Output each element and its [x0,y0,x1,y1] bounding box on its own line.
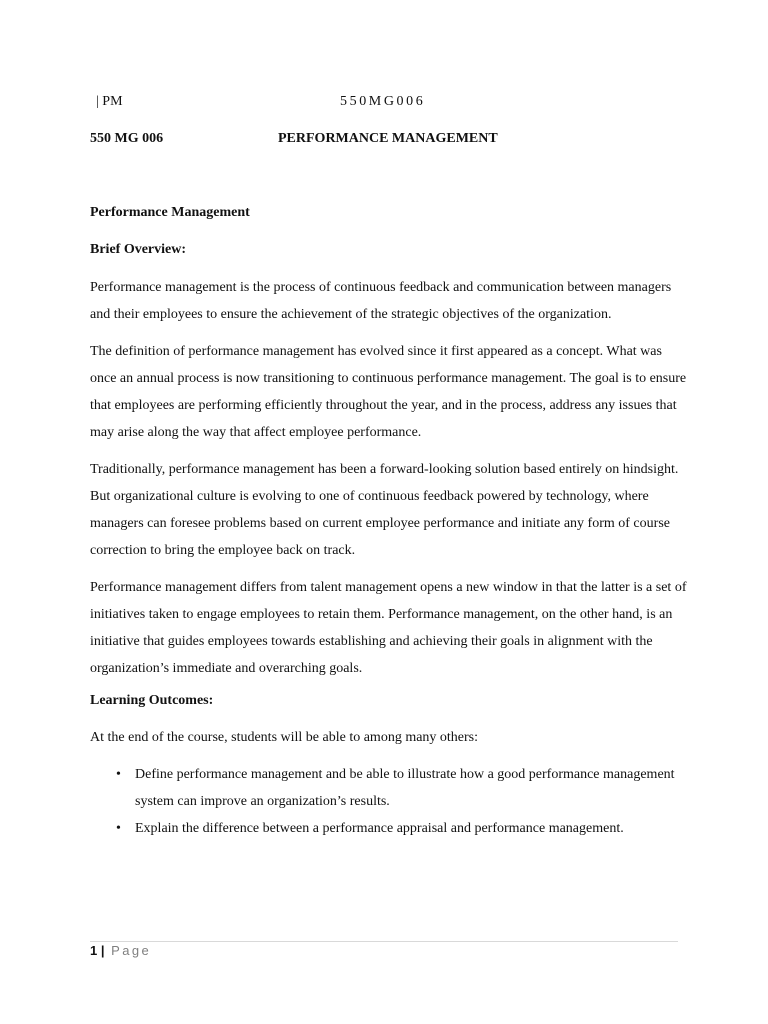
learning-outcomes-list [90,761,690,842]
paragraph: Performance management is the process of continuous feedback and communication between managers and their employees to ensure the achievement of the strategic objectives of the organization. [90,280,672,322]
list-item-text: Define performance management and be able to illustrate how a good performance management system can improve an organization’s results. [135,767,675,809]
course-code: 550 MG 006 [90,131,164,146]
overview-heading: Brief Overview: [90,242,187,257]
section-title: Performance Management [90,205,250,220]
learning-outcomes-intro: At the end of the course, students will be able to among many others: [90,730,479,745]
list-item [90,761,690,815]
footer-divider [90,941,678,942]
paragraph: Performance management differs from talent management opens a new window in that the latter is a set of initiatives taken to engage employees to retain them. Performance management, on the other hand, is an initiative that guides employees towards establishing and achieving their goals in alignment with the organization’s immediate and overarching goals. [90,580,687,676]
paragraph: Traditionally, performance management has been a forward-looking solution based entirely on hindsight. But organizational culture is evolving to one of continuous feedback powered by technology, where managers can foresee problems based on current employee performance and initiate any form of course correction to bring the employee back on track. [90,462,679,558]
paragraph: The definition of performance management has evolved since it first appeared as a concept. What was once an annual process is now transitioning to continuous performance management. The goal is to ensure that employees are performing efficiently throughout the year, and in the process, address any issues that may arise along the way that affect employee performance. [90,344,687,440]
header-course-code: 550MG006 [340,94,426,109]
bullet-icon: • [116,767,121,782]
page-number: 1 [90,943,98,958]
document-body [90,204,690,842]
course-title: PERFORMANCE MANAGEMENT [278,131,498,146]
page-footer [90,943,151,958]
list-item-text: Explain the difference between a performance appraisal and performance management. [135,821,624,836]
page-label: Page [111,943,152,958]
learning-outcomes-heading: Learning Outcomes: [90,693,214,708]
bullet-icon: • [116,821,121,836]
header-left-text: | PM [96,94,123,109]
footer-separator: | [100,943,105,958]
list-item [90,815,690,842]
